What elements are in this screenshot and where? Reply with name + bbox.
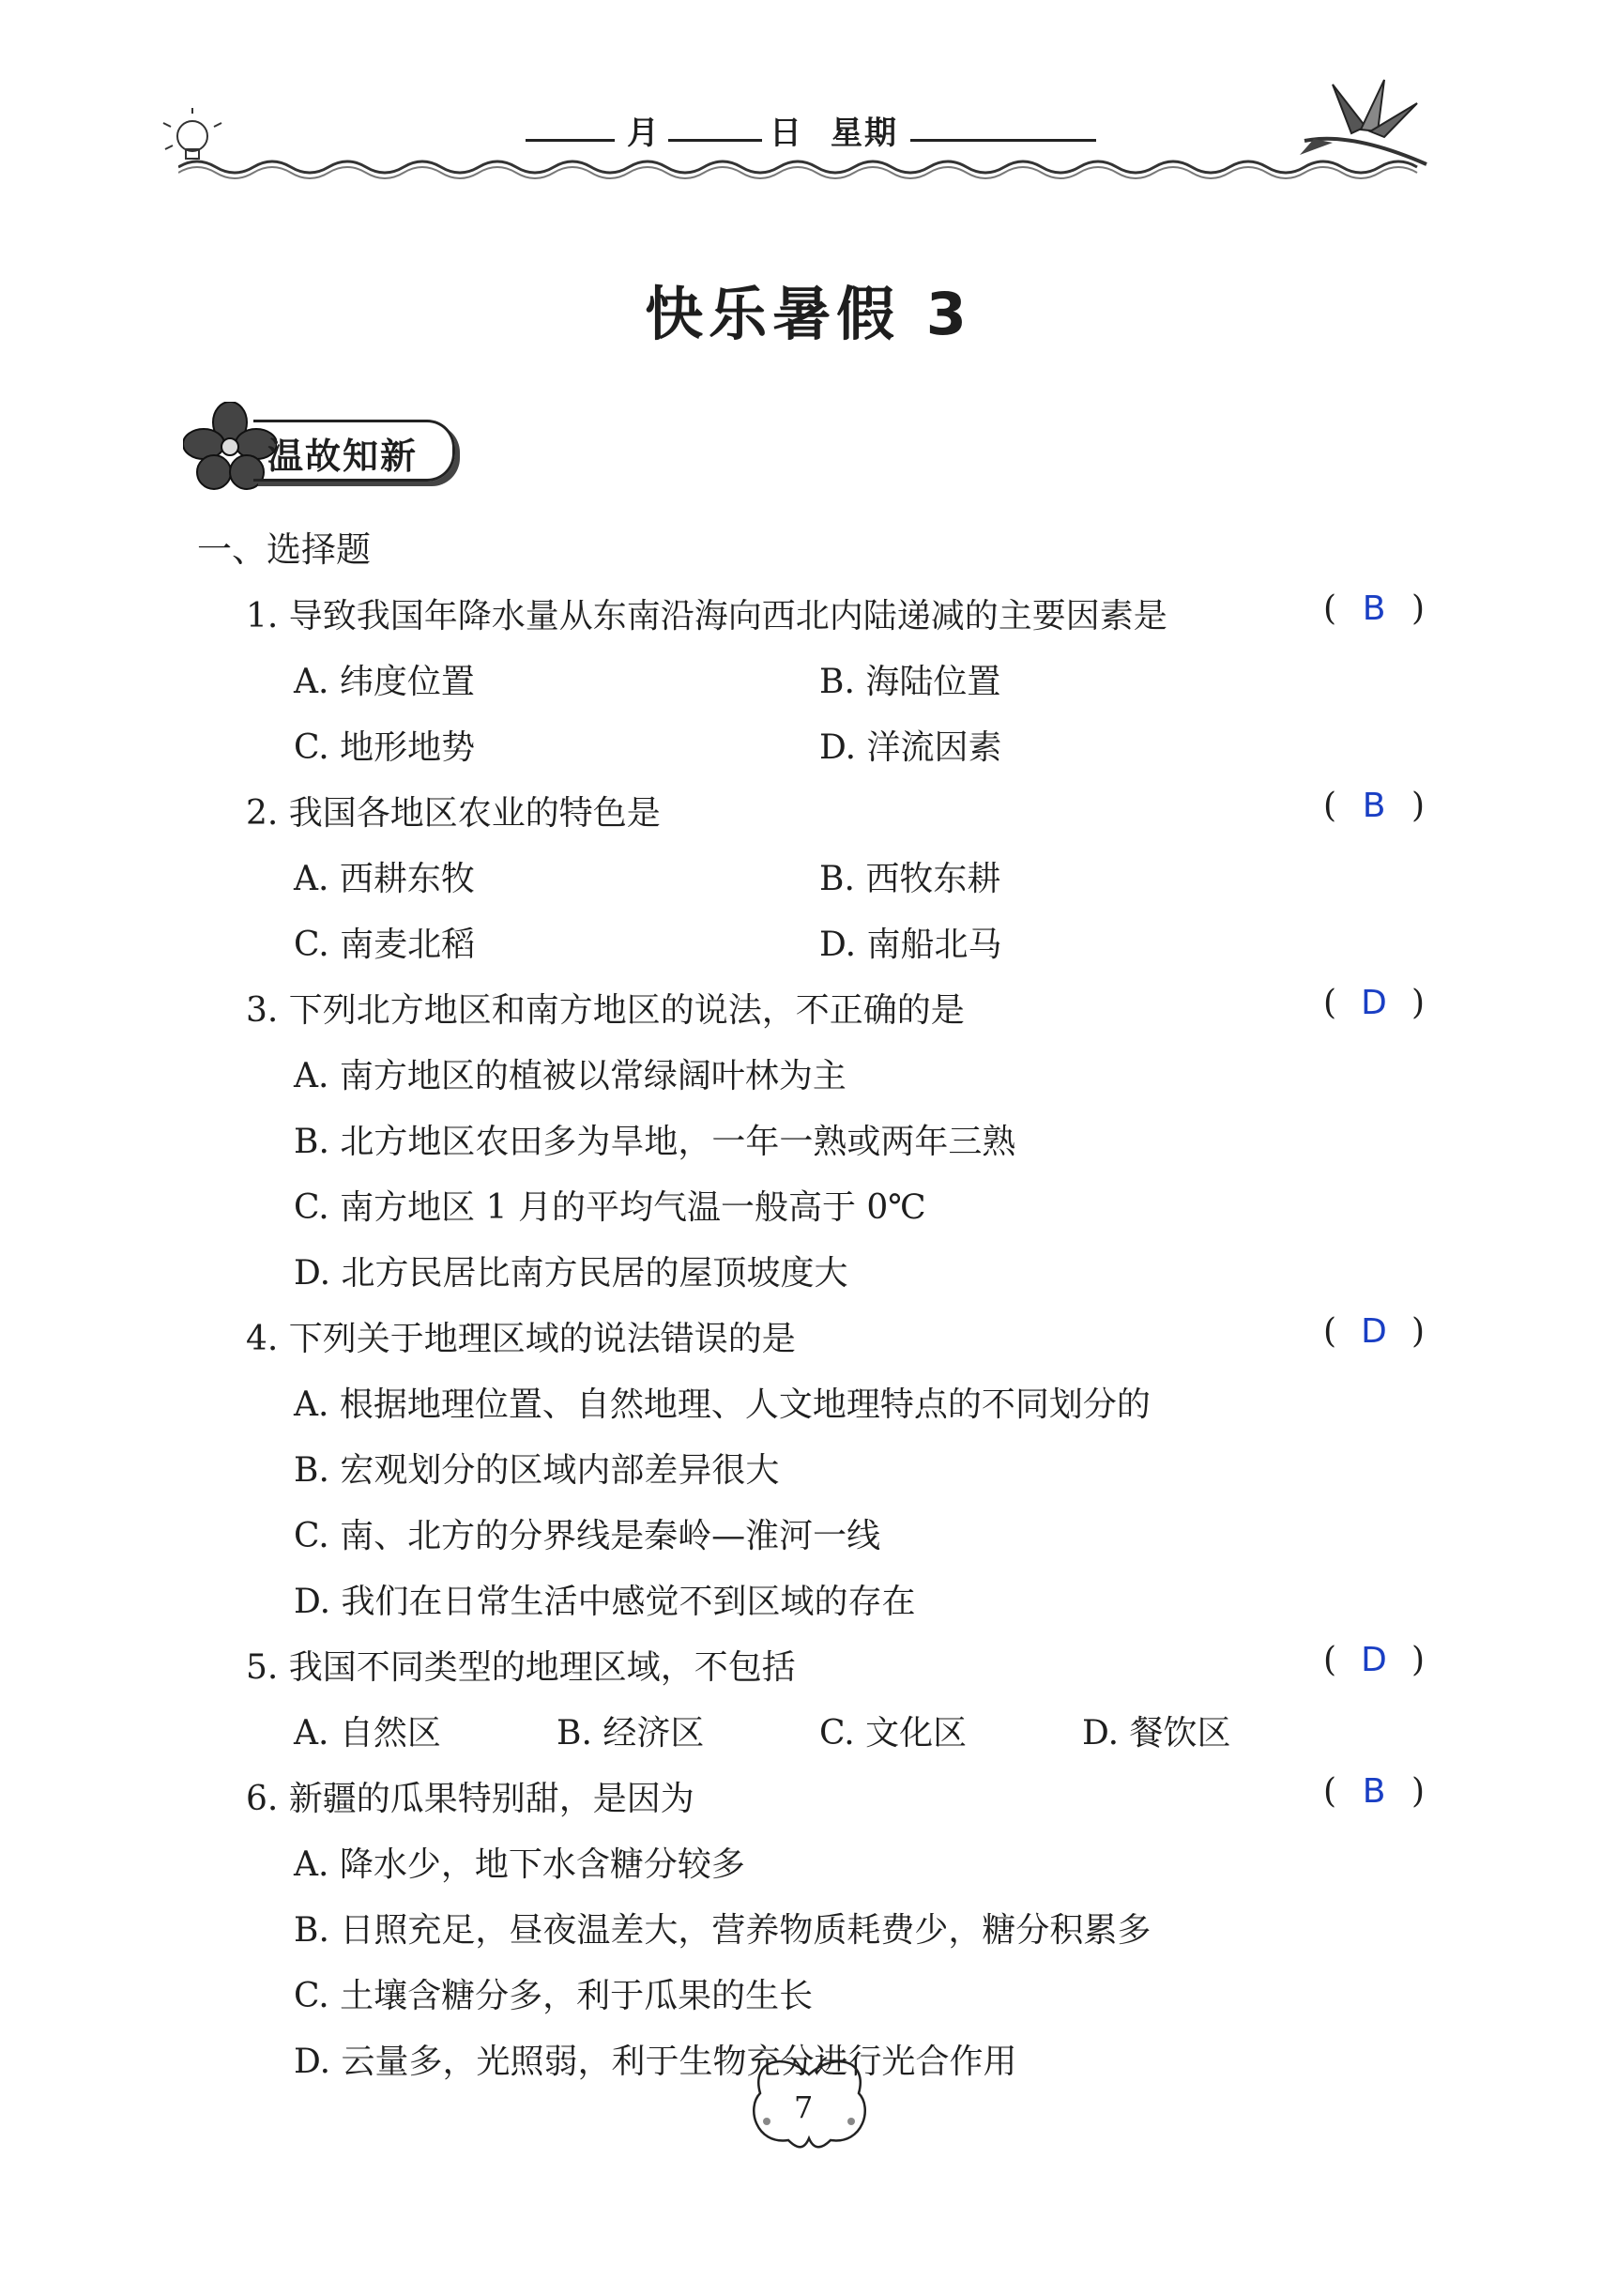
day-label: 日 [770, 115, 803, 152]
option: C. 文化区 [819, 1714, 968, 1753]
option: C. 地形地势 [294, 728, 476, 767]
answer-slot[interactable]: ( B ) [1323, 589, 1426, 628]
option: B. 日照充足，昼夜温差大，营养物质耗费少，糖分积累多 [294, 1911, 1152, 1950]
option: D. 餐饮区 [1082, 1714, 1231, 1753]
weekday-label: 星期 [831, 115, 898, 152]
option: D. 北方民居比南方民居的屋顶坡度大 [294, 1254, 848, 1293]
option: D. 云量多，光照弱，利于生物充分进行光合作用 [294, 2043, 1017, 2081]
answer-slot[interactable]: ( D ) [1323, 1312, 1426, 1351]
page-number: 7 [794, 2089, 814, 2125]
answer-slot[interactable]: ( B ) [1323, 787, 1426, 825]
question-stem: 5. 我国不同类型的地理区域，不包括 [246, 1648, 796, 1687]
option: D. 洋流因素 [819, 728, 1002, 767]
option: B. 经济区 [557, 1714, 705, 1753]
question-stem: 6. 新疆的瓜果特别甜，是因为 [246, 1780, 694, 1818]
option: B. 西牧东耕 [819, 860, 1001, 898]
answer-letter: B [1362, 787, 1386, 825]
option: C. 南方地区 1 月的平均气温一般高于 0℃ [294, 1188, 926, 1227]
question-stem: 4. 下列关于地理区域的说法错误的是 [246, 1320, 796, 1358]
bird-of-paradise-flower-icon [1295, 75, 1436, 178]
answer-letter: D [1361, 984, 1387, 1022]
option: A. 降水少，地下水含糖分较多 [294, 1845, 745, 1884]
weekday-blank[interactable] [910, 139, 1096, 142]
month-label: 月 [627, 115, 661, 152]
wavy-header-rule [178, 148, 1436, 186]
option: D. 南船北马 [819, 926, 1002, 964]
option: C. 南、北方的分界线是秦岭—淮河一线 [294, 1517, 881, 1555]
answer-slot[interactable]: ( D ) [1323, 1641, 1426, 1679]
option: A. 根据地理位置、自然地理、人文地理特点的不同划分的 [294, 1385, 1151, 1424]
day-blank[interactable] [668, 139, 762, 142]
answer-letter: B [1362, 1772, 1386, 1811]
answer-letter: D [1361, 1312, 1387, 1351]
option: B. 北方地区农田多为旱地，一年一熟或两年三熟 [294, 1123, 1016, 1161]
option: A. 南方地区的植被以常绿阔叶林为主 [294, 1057, 847, 1095]
option: A. 纬度位置 [294, 663, 475, 701]
option: A. 西耕东牧 [294, 860, 475, 898]
option: C. 土壤含糖分多，利于瓜果的生长 [294, 1977, 814, 2015]
option: B. 宏观划分的区域内部差异很大 [294, 1451, 780, 1490]
month-blank[interactable] [526, 139, 615, 142]
option: A. 自然区 [294, 1714, 441, 1753]
answer-letter: B [1362, 589, 1386, 628]
question-stem: 3. 下列北方地区和南方地区的说法，不正确的是 [246, 991, 965, 1030]
question-stem: 1. 导致我国年降水量从东南沿海向西北内陆递减的主要因素是 [246, 597, 1167, 635]
answer-slot[interactable]: ( B ) [1323, 1772, 1426, 1811]
question-stem: 2. 我国各地区农业的特色是 [246, 794, 661, 833]
option: B. 海陆位置 [819, 663, 1001, 701]
answer-slot[interactable]: ( D ) [1323, 984, 1426, 1022]
section-label: 一、选择题 [197, 529, 371, 570]
page-title: 快乐暑假 3 [645, 280, 972, 348]
section-badge-label: 温故知新 [267, 435, 419, 477]
option: C. 南麦北稻 [294, 926, 476, 964]
option: D. 我们在日常生活中感觉不到区域的存在 [294, 1583, 916, 1621]
answer-letter: D [1361, 1641, 1387, 1679]
